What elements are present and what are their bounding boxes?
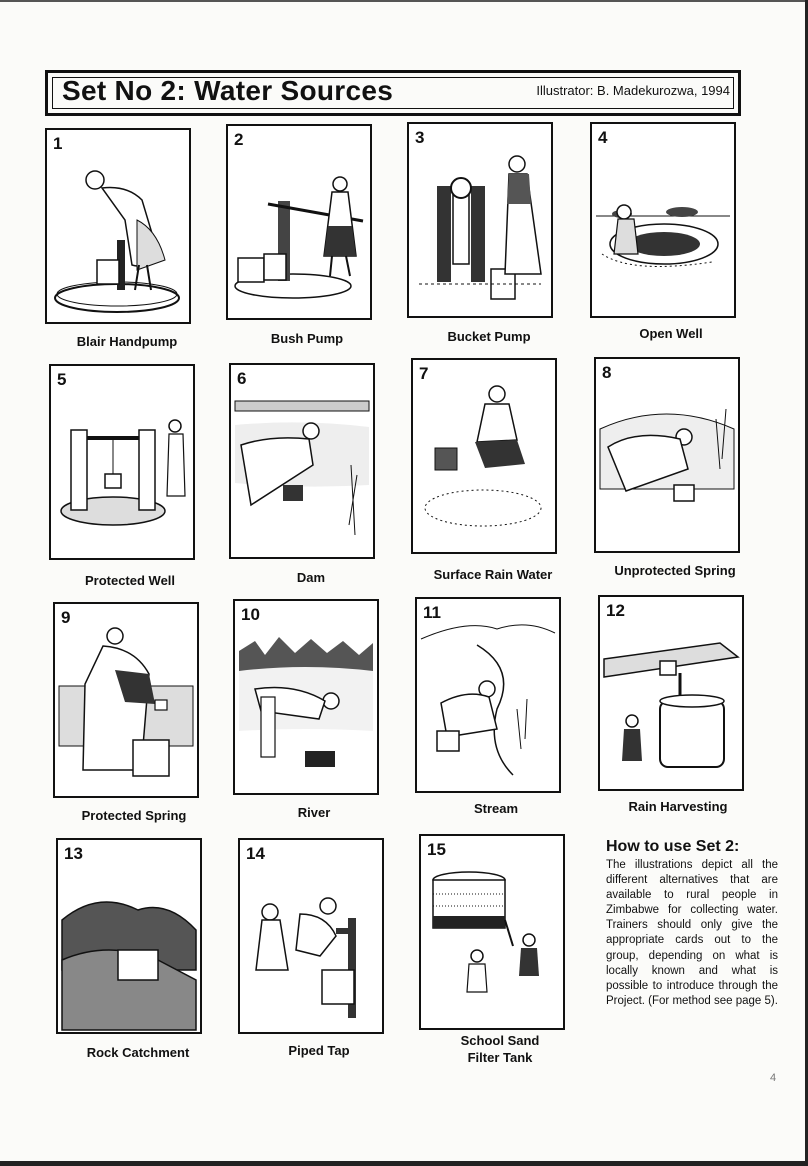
card-label: Blair Handpump: [76, 334, 178, 349]
card-label: Dam: [296, 570, 326, 585]
card-5: [49, 364, 195, 560]
card-label: Rain Harvesting: [628, 799, 728, 814]
handpump-icon: [47, 130, 189, 322]
card-label: Unprotected Spring: [614, 563, 736, 578]
dam-icon: [231, 365, 373, 557]
card-number: 2: [234, 130, 244, 149]
card-label: School Sand: [460, 1033, 540, 1048]
how-to-use-text: The illustrations depict all the different alternatives that are available to rural people in Zimbabwe for collecting water. Trainers should only give the appropriate cards out to the group, depending on what is locally known and what is possible to introduce through the Project. (For method see page 5).: [606, 859, 778, 1007]
card-14: [238, 838, 384, 1034]
card-11: [415, 597, 561, 793]
card-8: [594, 357, 740, 553]
card-number: 4: [598, 128, 608, 147]
protected-spring-icon: [55, 604, 197, 796]
sand-filter-tank-icon: [421, 836, 563, 1028]
open-well-icon: [592, 124, 734, 316]
card-number: 6: [237, 369, 247, 388]
card-number: 12: [606, 601, 625, 620]
bush-pump-icon: [228, 126, 370, 318]
card-label: Protected Spring: [81, 808, 187, 823]
card-label: Stream: [473, 801, 519, 816]
card-label: Rock Catchment: [86, 1045, 190, 1060]
card-label: Piped Tap: [288, 1043, 350, 1058]
card-number: 11: [423, 603, 441, 622]
card-9: [53, 602, 199, 798]
card-number: 10: [241, 605, 260, 624]
card-number: 7: [419, 364, 429, 383]
card-7: [411, 358, 557, 554]
stream-icon: [417, 599, 559, 791]
card-1: [45, 128, 191, 324]
card-label-line-2: Filter Tank: [467, 1050, 533, 1065]
card-15: [419, 834, 565, 1030]
river-icon: [235, 601, 377, 793]
scan-edge-top: [0, 0, 808, 2]
set-header: [45, 70, 741, 116]
card-label: River: [297, 805, 331, 820]
rock-catchment-icon: [58, 840, 200, 1032]
card-number: 9: [61, 608, 71, 627]
card-number: 5: [57, 370, 67, 389]
bucket-pump-icon: [409, 124, 551, 316]
card-label: Protected Well: [84, 573, 176, 588]
card-label: Open Well: [639, 326, 703, 341]
unprotected-spring-icon: [596, 359, 738, 551]
card-4: [590, 122, 736, 318]
rain-harvesting-icon: [600, 597, 742, 789]
surface-rain-water-icon: [413, 360, 555, 552]
card-label: Surface Rain Water: [433, 567, 553, 582]
card-label: Bush Pump: [270, 331, 344, 346]
how-to-use-title: How to use Set 2:: [606, 838, 740, 855]
card-number: 15: [427, 840, 446, 859]
card-10: [233, 599, 379, 795]
page-title: Set No 2: Water Sources: [62, 75, 394, 106]
card-label: Bucket Pump: [447, 329, 531, 344]
protected-well-icon: [51, 366, 193, 558]
card-13: [56, 838, 202, 1034]
card-number: 14: [246, 844, 265, 863]
how-to-use-section: [606, 838, 778, 1009]
card-number: 13: [64, 844, 83, 863]
card-3: [407, 122, 553, 318]
illustrator-credit: Illustrator: B. Madekurozwa, 1994: [536, 83, 730, 98]
card-number: 1: [53, 134, 63, 153]
card-number: 3: [415, 128, 425, 147]
page-number: 4: [770, 1072, 777, 1084]
scan-edge-bottom: [0, 1161, 808, 1166]
card-6: [229, 363, 375, 559]
card-12: [598, 595, 744, 791]
card-number: 8: [602, 363, 612, 382]
card-2: [226, 124, 372, 320]
piped-tap-icon: [240, 840, 382, 1032]
